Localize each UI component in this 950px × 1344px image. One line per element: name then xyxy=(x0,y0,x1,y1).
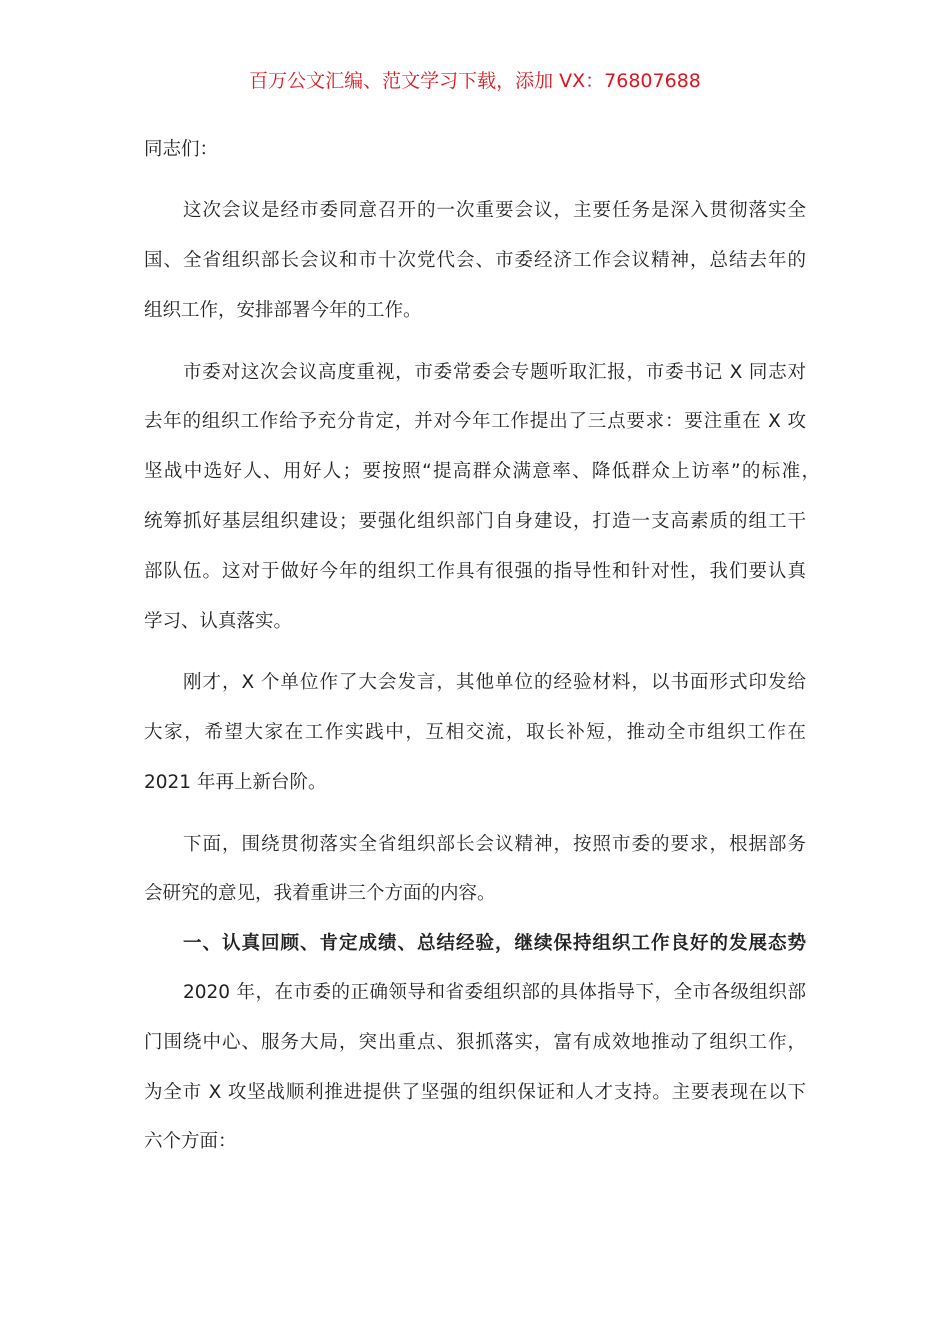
text-line: 大家，希望大家在工作实践中，互相交流，取长补短，推动全市组织工作在 xyxy=(144,722,806,743)
text-line: 学习、认真落实。 xyxy=(144,611,293,632)
text-line: 这次会议是经市委同意召开的一次重要会议，主要任务是深入贯彻落实全 xyxy=(183,200,806,221)
text-line: 统筹抓好基层组织建设；要强化组织部门自身建设，打造一支高素质的组工干 xyxy=(144,511,806,532)
text-line: 会研究的意见，我着重讲三个方面的内容。 xyxy=(144,883,496,904)
text-line: 市委对这次会议高度重视，市委常委会专题听取汇报，市委书记 X 同志对 xyxy=(183,362,806,383)
greeting: 同志们： xyxy=(144,139,219,160)
text-line: 2021 年再上新台阶。 xyxy=(144,772,327,793)
watermark-header: 百万公文汇编、范文学习下载，添加 VX：76807688 xyxy=(249,70,701,92)
text-line: 部队伍。这对于做好今年的组织工作具有很强的指导性和针对性，我们要认真 xyxy=(144,561,806,582)
text-line: 门围绕中心、服务大局，突出重点、狠抓落实，富有成效地推动了组织工作， xyxy=(144,1032,806,1053)
text-line: 刚才，X 个单位作了大会发言，其他单位的经验材料，以书面形式印发给 xyxy=(183,672,806,693)
text-line: 六个方面： xyxy=(144,1131,237,1152)
text-line: 去年的组织工作给予充分肯定，并对今年工作提出了三点要求：要注重在 X 攻 xyxy=(144,411,806,432)
text-line: 为全市 X 攻坚战顺利推进提供了坚强的组织保证和人才支持。主要表现在以下 xyxy=(144,1082,806,1103)
text-line: 组织工作，安排部署今年的工作。 xyxy=(144,300,422,321)
text-line: 下面，围绕贯彻落实全省组织部长会议精神，按照市委的要求，根据部务 xyxy=(183,834,806,855)
section-heading: 一、认真回顾、肯定成绩、总结经验，继续保持组织工作良好的发展态势 xyxy=(183,933,806,954)
text-line: 坚战中选好人、用好人；要按照“提高群众满意率、降低群众上访率”的标准， xyxy=(144,461,820,482)
text-line: 2020 年，在市委的正确领导和省委组织部的具体指导下，全市各级组织部 xyxy=(183,982,806,1003)
text-line: 国、全省组织部长会议和市十次党代会、市委经济工作会议精神，总结去年的 xyxy=(144,250,806,271)
